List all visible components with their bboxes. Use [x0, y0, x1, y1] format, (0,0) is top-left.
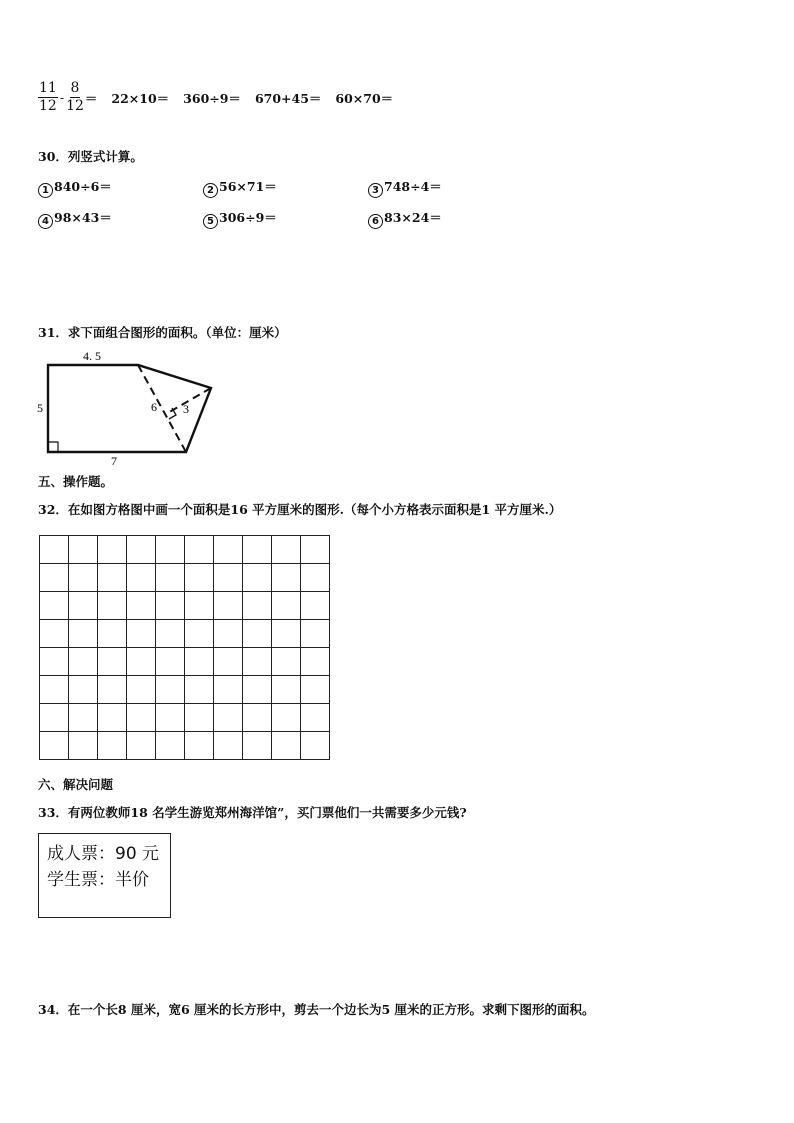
grid-row: [40, 536, 330, 564]
square-grid: [39, 535, 330, 760]
grid-cell[interactable]: [301, 564, 330, 592]
q32-title: 32．在如图方格图中画一个面积是16 平方厘米的图形.（每个小方格表示面积是1 平方厘米.）: [38, 502, 562, 517]
grid-cell[interactable]: [156, 592, 185, 620]
grid-row: [40, 732, 330, 760]
grid-cell[interactable]: [185, 676, 214, 704]
q30-expression: 83×24＝: [384, 210, 442, 225]
grid-cell[interactable]: [243, 620, 272, 648]
grid-cell[interactable]: [40, 648, 69, 676]
grid-cell[interactable]: [156, 676, 185, 704]
grid-cell[interactable]: [243, 592, 272, 620]
grid-cell[interactable]: [69, 564, 98, 592]
circled-number-icon: 5: [203, 214, 218, 229]
grid-cell[interactable]: [214, 536, 243, 564]
q34-title: 34．在一个长8 厘米，宽6 厘米的长方形中，剪去一个边长为5 厘米的正方形。求剩下图形的面积。: [38, 1002, 595, 1017]
grid-cell[interactable]: [272, 648, 301, 676]
grid-cell[interactable]: [98, 676, 127, 704]
q30-expression: 56×71＝: [219, 179, 277, 194]
grid-cell[interactable]: [214, 564, 243, 592]
q30-expression: 748÷4＝: [384, 179, 442, 194]
grid-cell[interactable]: [127, 620, 156, 648]
grid-cell[interactable]: [156, 536, 185, 564]
circled-number-icon: 6: [368, 214, 383, 229]
calc-item: 360÷9＝: [183, 90, 241, 106]
q30-item-4: [38, 208, 112, 229]
grid-cell[interactable]: [243, 732, 272, 760]
grid-cell[interactable]: [156, 704, 185, 732]
label-top: 4. 5: [83, 349, 101, 363]
grid-cell[interactable]: [301, 648, 330, 676]
q31-title: 31．求下面组合图形的面积。（单位：厘米）: [38, 325, 287, 340]
grid-cell[interactable]: [301, 704, 330, 732]
grid-cell[interactable]: [272, 732, 301, 760]
label-height: 3: [183, 402, 189, 416]
q33-title: 33．有两位教师18 名学生游览郑州海洋馆”，买门票他们一共需要多少元钱?: [38, 805, 467, 820]
grid-cell[interactable]: [185, 592, 214, 620]
fraction-denominator: 12: [39, 98, 57, 114]
grid-row: [40, 648, 330, 676]
grid-cell[interactable]: [40, 592, 69, 620]
grid-cell[interactable]: [272, 704, 301, 732]
student-ticket-price: 学生票：半价: [47, 870, 149, 890]
grid-cell[interactable]: [185, 564, 214, 592]
grid-cell[interactable]: [185, 704, 214, 732]
grid-cell[interactable]: [185, 732, 214, 760]
grid-cell[interactable]: [156, 620, 185, 648]
grid-cell[interactable]: [69, 732, 98, 760]
grid-row: [40, 676, 330, 704]
label-dashed-side: 6: [151, 400, 157, 414]
q30-expression: 98×43＝: [54, 210, 112, 225]
grid-cell[interactable]: [127, 536, 156, 564]
adult-ticket-price: 成人票：90 元: [47, 844, 160, 864]
grid-cell[interactable]: [214, 592, 243, 620]
grid-row: [40, 564, 330, 592]
fraction-8-12: [66, 80, 84, 115]
circled-number-icon: 2: [203, 183, 218, 198]
grid-cell[interactable]: [214, 676, 243, 704]
grid-cell[interactable]: [69, 536, 98, 564]
grid-cell[interactable]: [98, 620, 127, 648]
q30-item-1: [38, 177, 112, 198]
label-left: 5: [37, 401, 43, 415]
equals-sign: ＝: [84, 90, 98, 106]
grid-cell[interactable]: [214, 620, 243, 648]
grid-row: [40, 704, 330, 732]
grid-cell[interactable]: [243, 704, 272, 732]
right-angle-mark: [48, 442, 58, 452]
grid-cell[interactable]: [127, 704, 156, 732]
grid-cell[interactable]: [185, 536, 214, 564]
grid-cell[interactable]: [40, 620, 69, 648]
fraction-numerator: 8: [70, 80, 80, 96]
grid-cell[interactable]: [98, 648, 127, 676]
q30-item-6: [368, 208, 442, 229]
fraction-numerator: 11: [39, 80, 57, 96]
grid-cell[interactable]: [98, 536, 127, 564]
grid-cell[interactable]: [301, 732, 330, 760]
grid-cell[interactable]: [156, 732, 185, 760]
q30-item-2: [203, 177, 277, 198]
grid-cell[interactable]: [272, 564, 301, 592]
label-bottom: 7: [111, 454, 117, 468]
section-6-heading: 六、解决问题: [38, 777, 114, 792]
grid-cell[interactable]: [98, 564, 127, 592]
grid-cell[interactable]: [214, 704, 243, 732]
grid-cell[interactable]: [243, 676, 272, 704]
grid-cell[interactable]: [69, 648, 98, 676]
ticket-price-box: [38, 833, 171, 918]
q30-item-5: [203, 208, 277, 229]
q30-expression: 840÷6＝: [54, 179, 112, 194]
grid-cell[interactable]: [127, 732, 156, 760]
grid-cell[interactable]: [301, 592, 330, 620]
grid-cell[interactable]: [127, 676, 156, 704]
composite-figure-diagram: [30, 345, 230, 470]
grid-cell[interactable]: [40, 676, 69, 704]
grid-cell[interactable]: [156, 648, 185, 676]
grid-cell[interactable]: [243, 536, 272, 564]
q30-item-3: [368, 177, 442, 198]
grid-cell[interactable]: [69, 704, 98, 732]
grid-cell[interactable]: [272, 676, 301, 704]
grid-row: [40, 620, 330, 648]
grid-cell[interactable]: [272, 620, 301, 648]
grid-cell[interactable]: [127, 564, 156, 592]
grid-cell[interactable]: [272, 592, 301, 620]
calc-item: 60×70＝: [335, 90, 394, 106]
circled-number-icon: 3: [368, 183, 383, 198]
fraction-11-12: [38, 80, 58, 115]
grid-cell[interactable]: [127, 648, 156, 676]
grid-cell[interactable]: [156, 564, 185, 592]
grid-cell[interactable]: [98, 704, 127, 732]
grid-cell[interactable]: [40, 564, 69, 592]
grid-cell[interactable]: [301, 676, 330, 704]
grid-cell[interactable]: [185, 620, 214, 648]
q30-title: 30．列竖式计算。: [38, 149, 143, 164]
calc-item: 670+45＝: [254, 90, 322, 106]
minus-sign: -: [59, 90, 65, 105]
grid-cell[interactable]: [301, 536, 330, 564]
calc-item: 22×10＝: [111, 90, 170, 106]
grid-cell[interactable]: [69, 620, 98, 648]
circled-number-icon: 4: [38, 214, 53, 229]
grid-row: [40, 592, 330, 620]
q30-expression: 306÷9＝: [219, 210, 277, 225]
grid-cell[interactable]: [98, 592, 127, 620]
grid-cell[interactable]: [40, 536, 69, 564]
grid-cell[interactable]: [272, 536, 301, 564]
grid-cell[interactable]: [127, 592, 156, 620]
grid-cell[interactable]: [40, 704, 69, 732]
grid-cell[interactable]: [69, 676, 98, 704]
grid-cell[interactable]: [214, 732, 243, 760]
calc-row: [38, 80, 393, 115]
grid-cell[interactable]: [40, 732, 69, 760]
grid-cell[interactable]: [185, 648, 214, 676]
grid-cell[interactable]: [243, 564, 272, 592]
grid-cell[interactable]: [98, 732, 127, 760]
section-5-heading: 五、操作题。: [38, 474, 114, 489]
grid-cell[interactable]: [243, 648, 272, 676]
grid-cell[interactable]: [301, 620, 330, 648]
grid-cell[interactable]: [214, 648, 243, 676]
grid-cell[interactable]: [69, 592, 98, 620]
circled-number-icon: 1: [38, 183, 53, 198]
fraction-denominator: 12: [66, 98, 84, 114]
